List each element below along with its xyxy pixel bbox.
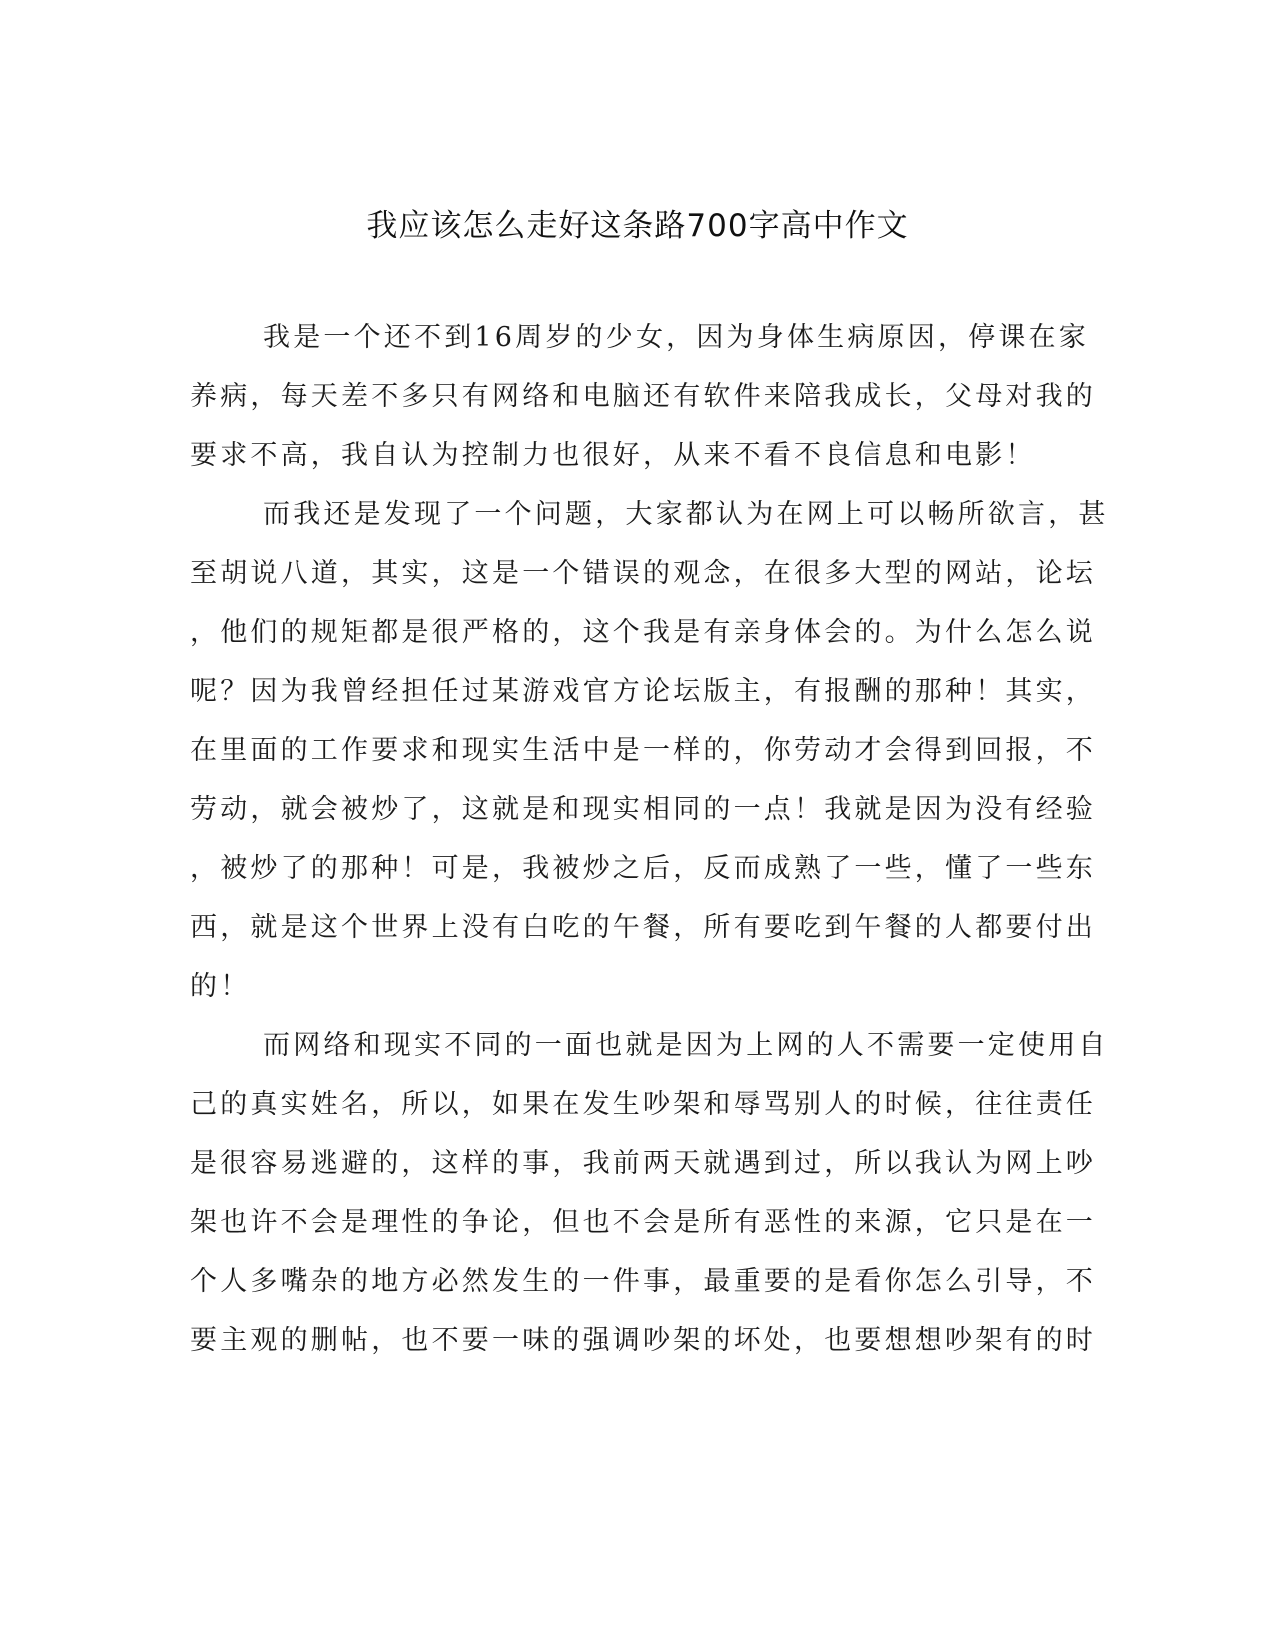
text-line: ，他们的规矩都是很严格的，这个我是有亲身体会的。为什么怎么说 xyxy=(190,617,1096,648)
text-line: 而我还是发现了一个问题，大家都认为在网上可以畅所欲言，甚 xyxy=(263,499,1109,530)
text-line: 劳动，就会被炒了，这就是和现实相同的一点！我就是因为没有经验 xyxy=(190,794,1096,825)
text-line: 是很容易逃避的，这样的事，我前两天就遇到过，所以我认为网上吵 xyxy=(190,1148,1096,1179)
text-line: 在里面的工作要求和现实生活中是一样的，你劳动才会得到回报，不 xyxy=(190,735,1096,766)
text-line: 呢？因为我曾经担任过某游戏官方论坛版主，有报酬的那种！其实， xyxy=(190,676,1096,707)
text-line: 至胡说八道，其实，这是一个错误的观念，在很多大型的网站，论坛 xyxy=(190,558,1096,589)
text-line: ，被炒了的那种！可是，我被炒之后，反而成熟了一些，懂了一些东 xyxy=(190,853,1096,884)
text-line: 己的真实姓名，所以，如果在发生吵架和辱骂别人的时候，往往责任 xyxy=(190,1089,1096,1120)
text-line: 而网络和现实不同的一面也就是因为上网的人不需要一定使用自 xyxy=(263,1030,1109,1061)
text-line: 西，就是这个世界上没有白吃的午餐，所有要吃到午餐的人都要付出 xyxy=(190,912,1096,943)
text-line: 我是一个还不到16周岁的少女，因为身体生病原因，停课在家 xyxy=(263,322,1089,353)
document-title: 我应该怎么走好这条路700字高中作文 xyxy=(366,208,909,244)
text-line: 要求不高，我自认为控制力也很好，从来不看不良信息和电影！ xyxy=(190,440,1036,471)
text-line: 个人多嘴杂的地方必然发生的一件事，最重要的是看你怎么引导，不 xyxy=(190,1266,1096,1297)
text-line: 养病，每天差不多只有网络和电脑还有软件来陪我成长，父母对我的 xyxy=(190,381,1096,412)
text-line: 的！ xyxy=(190,971,251,1002)
text-line: 架也许不会是理性的争论，但也不会是所有恶性的来源，它只是在一 xyxy=(190,1207,1096,1238)
text-line: 要主观的删帖，也不要一味的强调吵架的坏处，也要想想吵架有的时 xyxy=(190,1325,1096,1356)
